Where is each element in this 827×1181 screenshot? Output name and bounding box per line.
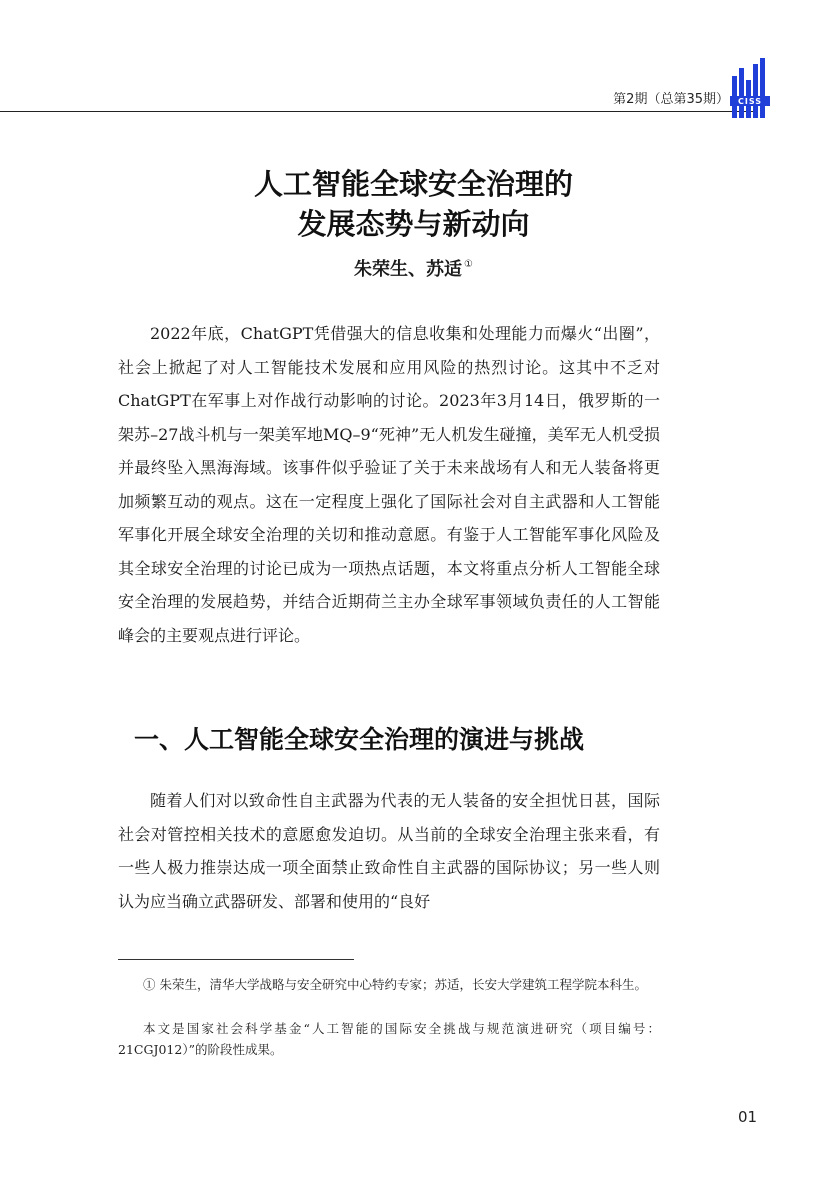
author-line xyxy=(0,255,827,281)
title-line-2: 发展态势与新动向 xyxy=(297,207,530,241)
section-heading-1: 一、人工智能全球安全治理的演进与挑战 xyxy=(134,725,585,754)
ciss-logo xyxy=(730,58,770,118)
footnote-1: ① 朱荣生，清华大学战略与安全研究中心特约专家；苏适，长安大学建筑工程学院本科生。 xyxy=(143,977,647,992)
author-footnote-marker: ① xyxy=(464,259,473,270)
title-line-1: 人工智能全球安全治理的 xyxy=(253,167,573,201)
issue-label: 第2期（总第35期） xyxy=(613,92,729,107)
section-1-paragraph: 随着人们对以致命性自主武器为代表的无人装备的安全担忧日甚，国际社会对管控相关技术的意愿愈发迫切。从当前的全球安全治理主张来看，有一些人极力推崇达成一项全面禁止致命性自主武器的国际协议；另一些人则认为应当确立武器研发、部署和使用的“良好 xyxy=(118,791,660,911)
footnote-2: 本文是国家社会科学基金“人工智能的国际安全挑战与规范演进研究（项目编号：21CGJ012）”的阶段性成果。 xyxy=(118,1021,660,1057)
page-number: 01 xyxy=(738,1108,758,1126)
footnote-rule xyxy=(118,959,354,960)
intro-paragraph: 2022年底，ChatGPT凭借强大的信息收集和处理能力而爆火“出圈”，社会上掀起了对人工智能技术发展和应用风险的热烈讨论。这其中不乏对ChatGPT在军事上对作战行动影响的讨论。2023年3月14日，俄罗斯的一架苏–27战斗机与一架美军地MQ–9“死神”无人机发生碰撞，美军无人机受损并最终坠入黑海海域。该事件似乎验证了关于未来战场有人和无人装备将更加频繁互动的观点。这在一定程度上强化了国际社会对自主武器和人工智能军事化开展全球安全治理的关切和推动意愿。有鉴于人工智能军事化风险及其全球安全治理的讨论已成为一项热点话题，本文将重点分析人工智能全球安全治理的发展趋势，并结合近期荷兰主办全球军事领域负责任的人工智能峰会的主要观点进行评论。 xyxy=(118,324,660,645)
svg-text:CISS: CISS xyxy=(737,97,763,106)
header-rule xyxy=(0,111,756,112)
article-title xyxy=(0,164,827,244)
authors: 朱荣生、苏适 xyxy=(354,259,463,280)
